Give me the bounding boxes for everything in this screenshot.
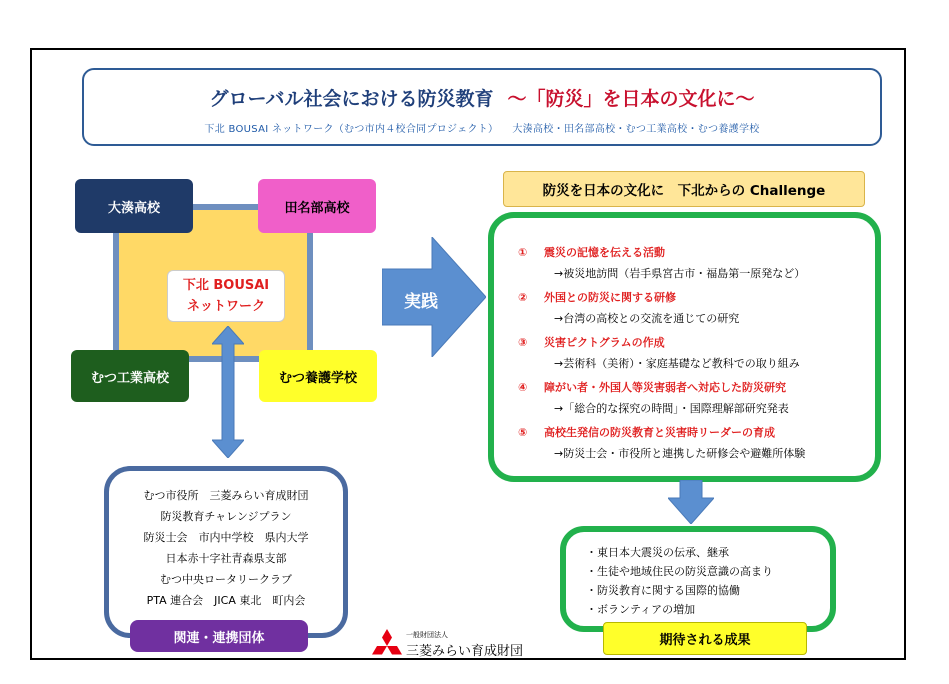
actions-box bbox=[488, 212, 881, 482]
result-item: ・東日本大震災の伝承、継承 bbox=[586, 546, 729, 559]
action-detail: →芸術科（美術）・家庭基礎など教科での取り組み bbox=[554, 357, 800, 370]
school-mutsu-kogyo: むつ工業高校 bbox=[71, 350, 189, 402]
school-ominato: 大湊高校 bbox=[75, 179, 193, 233]
action-heading: ⑤ 高校生発信の防災教育と災害時リーダーの育成 bbox=[518, 426, 775, 439]
network-label bbox=[167, 270, 285, 322]
orgs-line: PTA 連合会 JICA 東北 町内会 bbox=[146, 594, 306, 607]
logo-main-text: 三菱みらい育成財団 bbox=[406, 644, 524, 659]
related-orgs-box bbox=[104, 466, 348, 638]
related-orgs-tag: 関連・連携団体 bbox=[130, 620, 308, 652]
double-arrow-icon bbox=[212, 326, 244, 458]
orgs-line: 防災士会 市内中学校 県内大学 bbox=[143, 531, 309, 544]
network-label-line1: 下北 BOUSAI bbox=[182, 278, 270, 293]
subtitle-right: 大湊高校・田名部高校・むつ工業高校・むつ養護学校 bbox=[512, 124, 760, 135]
title-main: グローバル社会における防災教育 bbox=[209, 88, 494, 110]
mitsubishi-logo-icon bbox=[372, 628, 402, 658]
logo-small-text: 一般財団法人 bbox=[406, 631, 448, 639]
action-detail: →台湾の高校との交流を通じての研究 bbox=[554, 312, 740, 325]
results-box bbox=[560, 526, 836, 632]
network-label-line2: ネットワーク bbox=[186, 299, 265, 314]
foundation-logo bbox=[372, 626, 542, 660]
arrow-label: 実践 bbox=[404, 292, 438, 312]
action-heading: ③ 災害ピクトグラムの作成 bbox=[518, 336, 665, 349]
orgs-line: 防災教育チャレンジプラン bbox=[160, 510, 292, 523]
action-heading: ① 震災の記憶を伝える活動 bbox=[518, 246, 665, 259]
orgs-line: 日本赤十字社青森県支部 bbox=[165, 552, 287, 565]
action-heading: ② 外国との防災に関する研修 bbox=[518, 291, 676, 304]
result-item: ・生徒や地域住民の防災意識の高まり bbox=[586, 565, 773, 578]
results-tag: 期待される成果 bbox=[603, 622, 807, 655]
down-arrow-icon bbox=[668, 480, 714, 524]
subtitle-left: 下北 BOUSAI ネットワーク（むつ市内４校合同プロジェクト） bbox=[204, 124, 499, 135]
action-heading: ④ 障がい者・外国人等災害弱者へ対応した防災研究 bbox=[518, 381, 786, 394]
result-item: ・ボランティアの増加 bbox=[586, 603, 696, 616]
school-tanabu: 田名部高校 bbox=[258, 179, 376, 233]
orgs-line: むつ中央ロータリークラブ bbox=[160, 573, 292, 586]
result-item: ・防災教育に関する国際的協働 bbox=[586, 584, 740, 597]
header-box bbox=[82, 68, 882, 146]
page-subtitle bbox=[84, 120, 880, 135]
title-accent: ～「防災」を日本の文化に～ bbox=[507, 88, 755, 110]
challenge-title: 防災を日本の文化に 下北からの Challenge bbox=[503, 171, 865, 207]
action-detail: →「総合的な探究の時間」・国際理解部研究発表 bbox=[554, 402, 789, 415]
school-mutsu-yogo: むつ養護学校 bbox=[259, 350, 377, 402]
orgs-line: むつ市役所 三菱みらい育成財団 bbox=[143, 489, 309, 502]
action-detail: →被災地訪問（岩手県宮古市・福島第一原発など） bbox=[554, 267, 806, 280]
page-title bbox=[84, 84, 880, 111]
action-detail: →防災士会・市役所と連携した研修会や避難所体験 bbox=[554, 447, 806, 460]
